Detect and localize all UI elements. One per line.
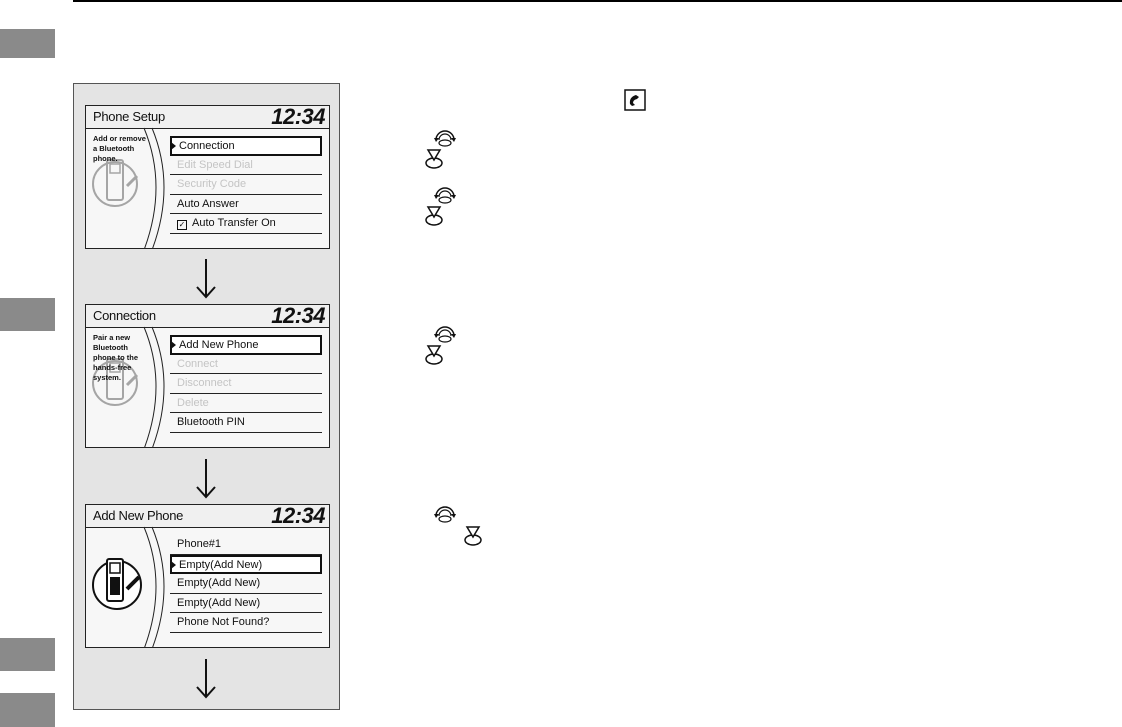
side-tab bbox=[0, 638, 55, 671]
rotate-knob-icon bbox=[432, 503, 458, 525]
press-knob-icon bbox=[423, 205, 445, 227]
menu-item-label: Auto Answer bbox=[177, 197, 239, 210]
screen-title: Add New Phone bbox=[93, 508, 184, 523]
screen-description: Pair a new Bluetooth phone to the hands-free system. bbox=[93, 333, 138, 382]
screen-add-new-phone bbox=[85, 504, 330, 648]
menu-item-label: Empty(Add New) bbox=[177, 596, 261, 609]
menu-item-label: Auto Transfer On bbox=[192, 217, 276, 229]
page-top-rule bbox=[73, 0, 1122, 2]
menu-item-label: Connection bbox=[179, 140, 235, 152]
screen-clock: 12:34 bbox=[271, 304, 325, 328]
rotate-knob-icon bbox=[432, 184, 458, 206]
phone-button-icon bbox=[624, 89, 646, 111]
side-tab bbox=[0, 29, 55, 58]
menu-item-label: Disconnect bbox=[177, 377, 232, 389]
arrow-down-icon bbox=[194, 659, 218, 699]
menu-item-label: Connect bbox=[177, 357, 218, 370]
press-knob-icon bbox=[423, 148, 445, 170]
bluetooth-phone-icon bbox=[91, 537, 151, 617]
arrow-down-icon bbox=[194, 459, 218, 499]
press-knob-icon bbox=[423, 344, 445, 366]
screen-clock: 12:34 bbox=[271, 504, 325, 528]
screen-title: Connection bbox=[93, 308, 156, 323]
screen-connection bbox=[85, 304, 330, 448]
arrow-down-icon bbox=[194, 259, 218, 299]
menu-item-label: Bluetooth PIN bbox=[177, 416, 245, 428]
menu-item-label: Empty(Add New) bbox=[177, 577, 261, 589]
rotate-knob-icon bbox=[432, 127, 458, 149]
menu-item-label: Edit Speed Dial bbox=[177, 158, 253, 171]
menu-item-label: Empty(Add New) bbox=[179, 558, 263, 571]
screen-phone-setup bbox=[85, 105, 330, 249]
checkbox-checked-icon[interactable]: ✓ bbox=[178, 220, 186, 229]
screen-sequence-panel bbox=[73, 83, 340, 710]
screen-clock: 12:34 bbox=[271, 105, 325, 129]
side-tab bbox=[0, 298, 55, 331]
menu-item-label: Phone#1 bbox=[177, 538, 222, 550]
menu-item-label: Phone Not Found? bbox=[177, 616, 270, 628]
rotate-knob-icon bbox=[432, 323, 458, 345]
screen-description: Add or remove a Bluetooth phone. bbox=[93, 134, 146, 163]
menu-item-label: Delete bbox=[177, 396, 209, 409]
menu-item-label: Add New Phone bbox=[179, 339, 259, 351]
menu-item-label: Security Code bbox=[177, 178, 247, 190]
side-tab bbox=[0, 693, 55, 727]
press-knob-icon bbox=[462, 525, 484, 547]
screen-title: Phone Setup bbox=[93, 109, 165, 124]
